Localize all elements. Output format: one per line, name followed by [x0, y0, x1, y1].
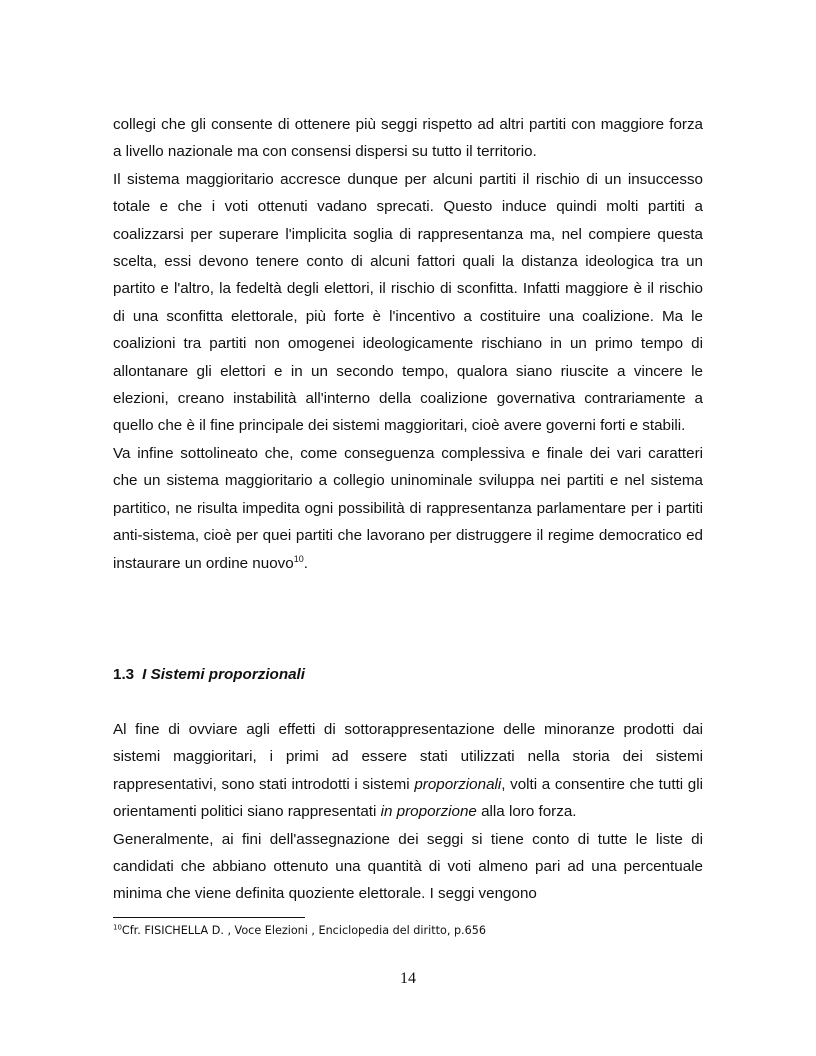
text-run: alla loro forza. — [476, 803, 577, 821]
paragraph-proportional-intro — [113, 716, 703, 826]
paragraph-continuation: collegi che gli consente di ottenere più seggi rispetto ad altri partiti con maggiore forza a livello nazionale ma con consensi dispersi su tutto il territorio. — [113, 116, 703, 161]
body-text-section — [113, 716, 703, 908]
paragraph-anti-system-text: Va infine sottolineato che, come conseguenza complessiva e finale dei vari caratteri che un sistema maggioritario a collegio uninominale sviluppa nei partiti e nel sistema partitico, ne risulta impedita ogni possibilità di rappresentanza parlamentare per i partiti anti-sistema, cioè per quei partiti che lavorano per distruggere il regime democratico ed instaurare un ordine nuovo — [113, 444, 703, 572]
section-number: 1.3 — [113, 666, 135, 683]
footnote-number: 10 — [113, 923, 122, 932]
text-run: Al fine di ovviare agli effetti di sottorappresentazione delle minoranze prodotti dai sistemi maggioritari, i primi ad essere stati utilizzati nella storia dei sistemi rappresentativi, sono stati introdotti i sistemi — [113, 721, 703, 793]
footnote-reference[interactable]: 10 — [293, 553, 304, 564]
paragraph-seat-assignment: Generalmente, ai fini dell'assegnazione dei seggi si tiene conto di tutte le liste di candidati che abbiano ottenuto una quantità di voti almeno pari ad una percentuale minima che viene definita quoziente elettorale. I seggi vengono — [113, 830, 703, 903]
paragraph-anti-system — [113, 440, 703, 577]
emphasis-proporzionali: proporzionali — [414, 775, 502, 793]
paragraph-coalitions: Il sistema maggioritario accresce dunque per alcuni partiti il rischio di un insuccesso totale e che i voti ottenuti vadano sprecati. Questo induce quindi molti partiti a coalizzarsi per superare l'implicita soglia di rappresentanza ma, nel compiere questa scelta, essi devono tenere conto di alcuni fattori quali la distanza ideologica tra un partito e l'altro, la fedeltà degli elettori, il rischio di sconfitta. Infatti maggiore è il rischio di una sconfitta elettorale, più forte è l'incentivo a costituire una coalizione. Ma le coalizioni tra partiti non omogenei ideologicamente rischiano in un primo tempo di allontanare gli elettori e in un secondo tempo, qualora siano riuscite a vincere le elezioni, creano instabilità all'interno della coalizione governativa contrariamente a quello che è il fine principale dei sistemi maggioritari, cioè avere governi forti e stabili. — [113, 170, 703, 435]
paragraph-anti-system-tail: . — [303, 554, 308, 572]
section-title: I Sistemi proporzionali — [142, 666, 305, 683]
footnote — [113, 923, 486, 939]
footnote-separator — [113, 917, 305, 918]
body-text-top — [113, 111, 703, 577]
page-number: 14 — [400, 970, 416, 987]
text-run: , volti a consentire che tutti gli orientamenti politici siano rappresentati — [113, 775, 703, 821]
footnote-text: Cfr. FISICHELLA D. , Voce Elezioni , Enciclopedia del diritto, p.656 — [121, 924, 486, 937]
section-heading — [113, 661, 305, 688]
emphasis-in-proporzione: in proporzione — [380, 803, 477, 821]
